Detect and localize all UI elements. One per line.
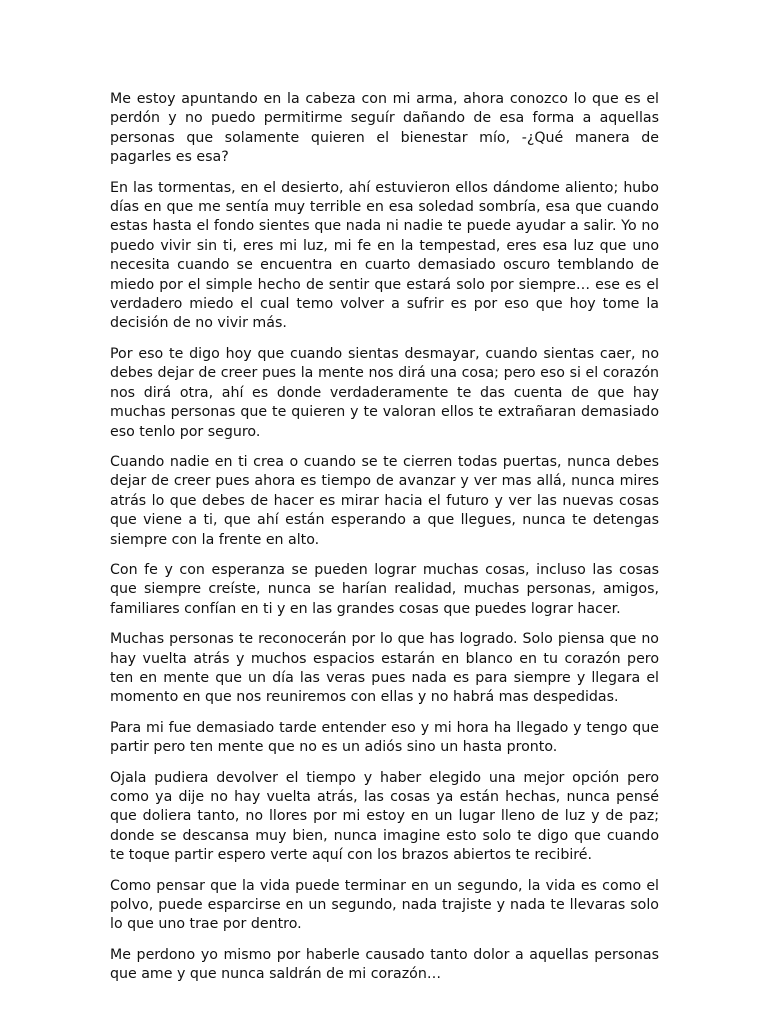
paragraph: Por eso te digo hoy que cuando sientas desmayar, cuando sientas caer, no debes dejar de creer pues la mente nos dirá una cosa; pero eso si el corazón nos dirá otra, ahí es donde verdaderamente te das cuenta de que hay muchas personas que te quieren y te valoran ellos te extrañaran demasiado eso tenlo por seguro. <box>110 345 659 440</box>
paragraph: Con fe y con esperanza se pueden lograr muchas cosas, incluso las cosas que siempre creíste, nunca se harían realidad, muchas personas, amigos, familiares confían en ti y en las grandes cosas que puedes lograr hacer. <box>110 561 659 617</box>
paragraph: Cuando nadie en ti crea o cuando se te cierren todas puertas, nunca debes dejar de creer pues ahora es tiempo de avanzar y ver mas allá, nunca mires atrás lo que debes de hacer es mirar hacia el futuro y ver las nuevas cosas que viene a ti, que ahí están esperando a que llegues, nunca te detengas siempre con la frente en alto. <box>110 453 659 548</box>
paragraph: Me estoy apuntando en la cabeza con mi arma, ahora conozco lo que es el perdón y no puedo permitirme seguír dañando de esa forma a aquellas personas que solamente quieren el bienestar mío, -¿Qué manera de pagarles es esa? <box>110 91 659 166</box>
paragraph: Me perdono yo mismo por haberle causado tanto dolor a aquellas personas que ame y que nunca saldrán de mi corazón… <box>110 946 659 983</box>
paragraph: En las tormentas, en el desierto, ahí estuvieron ellos dándome aliento; hubo días en que me sentía muy terrible en esa soledad sombría, esa que cuando estas hasta el fondo sientes que nada ni nadie te puede ayudar a salir. Yo no puedo vivir sin ti, eres mi luz, mi fe en la tempestad, eres esa luz que uno necesita cuando se encuentra en cuarto demasiado oscuro temblando de miedo por el simple hecho de sentir que estará solo por siempre… ese es el verdadero miedo el cual temo volver a sufrir es por eso que hoy tome la decisión de no vivir más. <box>110 179 659 332</box>
document-page <box>110 90 659 985</box>
paragraph: Para mi fue demasiado tarde entender eso y mi hora ha llegado y tengo que partir pero ten mente que no es un adiós sino un hasta pronto. <box>110 719 659 756</box>
paragraph: Muchas personas te reconocerán por lo que has logrado. Solo piensa que no hay vuelta atrás y muchos espacios estarán en blanco en tu corazón pero ten en mente que un día las veras pues nada es para siempre y llegara el momento en que nos reuniremos con ellas y no habrá mas despedidas. <box>110 631 659 706</box>
paragraph: Como pensar que la vida puede terminar en un segundo, la vida es como el polvo, puede esparcirse en un segundo, nada trajiste y nada te llevaras solo lo que uno trae por dentro. <box>110 877 659 933</box>
paragraph: Ojala pudiera devolver el tiempo y haber elegido una mejor opción pero como ya dije no hay vuelta atrás, las cosas ya están hechas, nunca pensé que doliera tanto, no llores por mi estoy en un lugar lleno de luz y de paz; donde se descansa muy bien, nunca imagine esto solo te digo que cuando te toque partir espero verte aquí con los brazos abiertos te recibiré. <box>110 769 659 864</box>
